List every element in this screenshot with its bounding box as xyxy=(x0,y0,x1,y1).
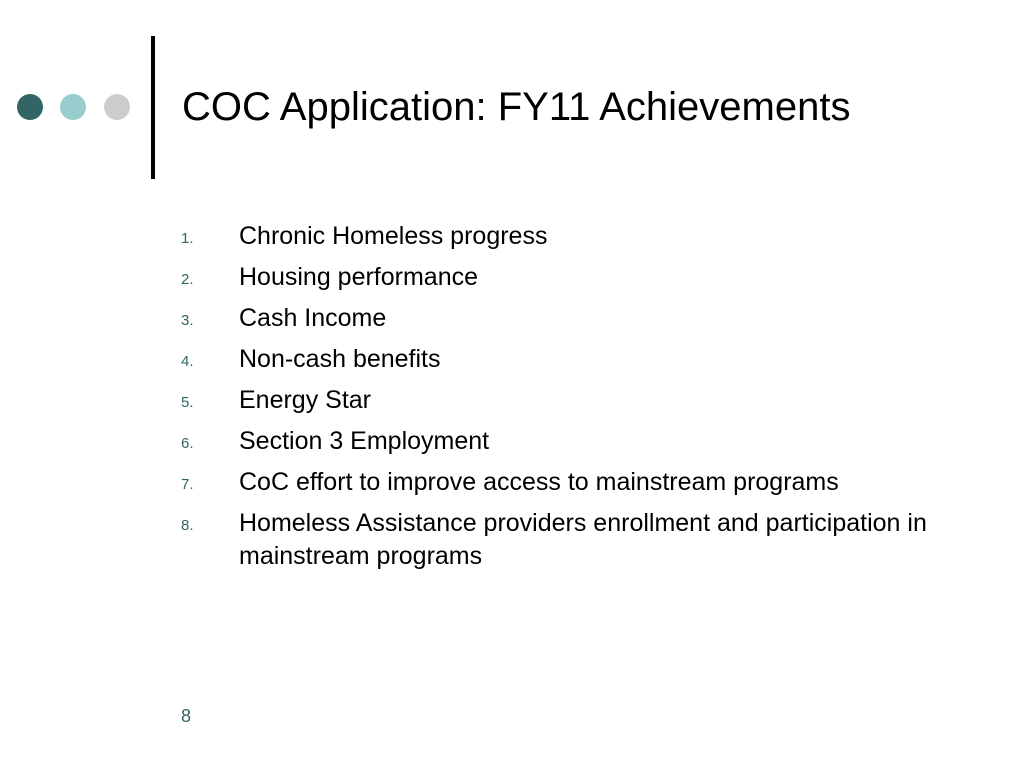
list-item-text: Housing performance xyxy=(239,263,479,291)
dark-teal-dot-icon xyxy=(17,94,43,120)
list-item xyxy=(181,466,981,499)
list-item-text: Section 3 Employment xyxy=(239,427,490,455)
list-item-number: 4. xyxy=(181,353,194,370)
list-item xyxy=(181,220,981,253)
list-item-text: Homeless Assistance providers enrollment and participation in mainstream programs xyxy=(239,509,927,570)
list-item-number: 7. xyxy=(181,476,194,493)
gray-dot-icon xyxy=(104,94,130,120)
list-item-number: 2. xyxy=(181,271,194,288)
list-item xyxy=(181,384,981,417)
slide-title: COC Application: FY11 Achievements xyxy=(182,85,851,129)
list-item-number: 8. xyxy=(181,517,194,534)
achievement-list xyxy=(181,220,981,581)
list-item-number: 6. xyxy=(181,435,194,452)
title-divider xyxy=(151,36,155,179)
list-item-text: Cash Income xyxy=(239,304,387,332)
list-item xyxy=(181,425,981,458)
list-item xyxy=(181,302,981,335)
list-item-text: CoC effort to improve access to mainstream programs xyxy=(239,468,839,496)
list-item-text: Chronic Homeless progress xyxy=(239,222,548,250)
list-item xyxy=(181,507,981,573)
list-item-number: 1. xyxy=(181,230,194,247)
list-item xyxy=(181,261,981,294)
list-item xyxy=(181,343,981,376)
list-item-number: 5. xyxy=(181,394,194,411)
light-teal-dot-icon xyxy=(60,94,86,120)
list-item-text: Non-cash benefits xyxy=(239,345,441,373)
list-item-text: Energy Star xyxy=(239,386,372,414)
list-item-number: 3. xyxy=(181,312,194,329)
page-number: 8 xyxy=(181,706,192,726)
